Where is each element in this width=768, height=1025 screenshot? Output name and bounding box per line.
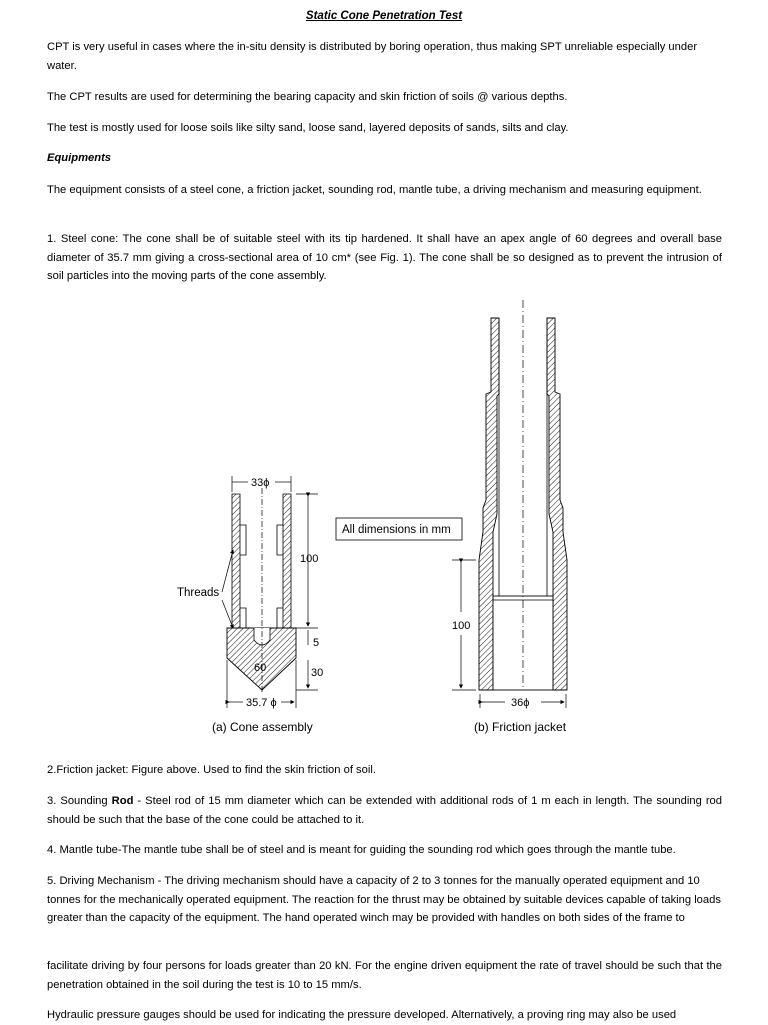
dimension-100-jacket: 100 [452,620,471,632]
caption-friction-jacket: (b) Friction jacket [474,720,567,734]
dimension-60-angle: 60 [254,662,267,674]
figure-cone-and-friction-jacket [0,290,768,750]
dimensions-note: All dimensions in mm [342,524,451,536]
dimension-100-cone: 100 [300,553,319,565]
paragraph-cpt-results: The CPT results are used for determining the bearing capacity and skin friction of soils @ various depths. [47,91,568,103]
paragraph-mantle-tube: 4. Mantle tube-The mantle tube shall be of steel and is meant for guiding the sounding rod which goes through the mantle tube. [47,844,676,856]
page-title: Static Cone Penetration Test [305,10,463,22]
sounding-rod-prefix: 3. Sounding [47,795,112,807]
sounding-rod-bold: Rod [111,795,134,807]
paragraph-soil-types: The test is mostly used for loose soils like silty sand, loose sand, layered deposits of sands, silts and clay. [47,122,569,134]
paragraph-friction-jacket: 2.Friction jacket: Figure above. Used to find the skin friction of soil. [47,764,376,776]
paragraph-steel-cone: 1. Steel cone: The cone shall be of suitable steel with its tip hardened. It shall have an apex angle of 60 degrees and overall base diameter of 35.7 mm giving a cross-sectional area of 10 cm* (see Fig. 1). The cone shall be so designed as to prevent the intrusion of soil particles into the moving parts of the cone assembly. [47,233,722,282]
paragraph-equipment-list: The equipment consists of a steel cone, a friction jacket, sounding rod, mantle tube, a driving mechanism and measuring equipment. [47,184,702,196]
paragraph-pressure-gauges: Hydraulic pressure gauges should be used for indicating the pressure developed. Alternatively, a proving ring may also be used [47,1009,677,1021]
sounding-rod-text: - Steel rod of 15 mm diameter which can be extended with additional rods of 1 m each in length. The sounding rod should be such that the base of the cone could be attached to it. [47,795,722,826]
caption-cone-assembly: (a) Cone assembly [212,720,313,734]
dimension-33: 33ϕ [251,477,270,489]
dimension-5: 5 [313,637,320,649]
threads-label: Threads [177,587,220,599]
dimension-36: 36ϕ [511,697,530,709]
paragraph-cpt-intro: CPT is very useful in cases where the in-situ density is distributed by boring operation, thus making SPT unreliable especially under water. [47,41,698,72]
cone-assembly-drawing [177,476,323,734]
paragraph-driving-mechanism: 5. Driving Mechanism - The driving mechanism should have a capacity of 2 to 3 tonnes for the manually operated equipment and 10 tonnes for the mechanically operated equipment. The reaction for the thrust may be obtained by suitable devices capable of taking loads greater than the capacity of the equipment. The hand operated winch may be provided with handles on both sides of the frame to [47,875,721,924]
dimension-30: 30 [311,667,324,679]
section-heading-equipments: Equipments [47,152,112,164]
dimension-35-7: 35.7 ϕ [246,697,277,709]
paragraph-driving-continued: facilitate driving by four persons for loads greater than 20 kN. For the engine driven equipment the rate of travel should be such that the penetration obtained in the soil during the test is 10 to 15 mm/s. [47,960,722,991]
friction-jacket-drawing [452,300,567,734]
paragraph-sounding-rod [47,792,722,829]
